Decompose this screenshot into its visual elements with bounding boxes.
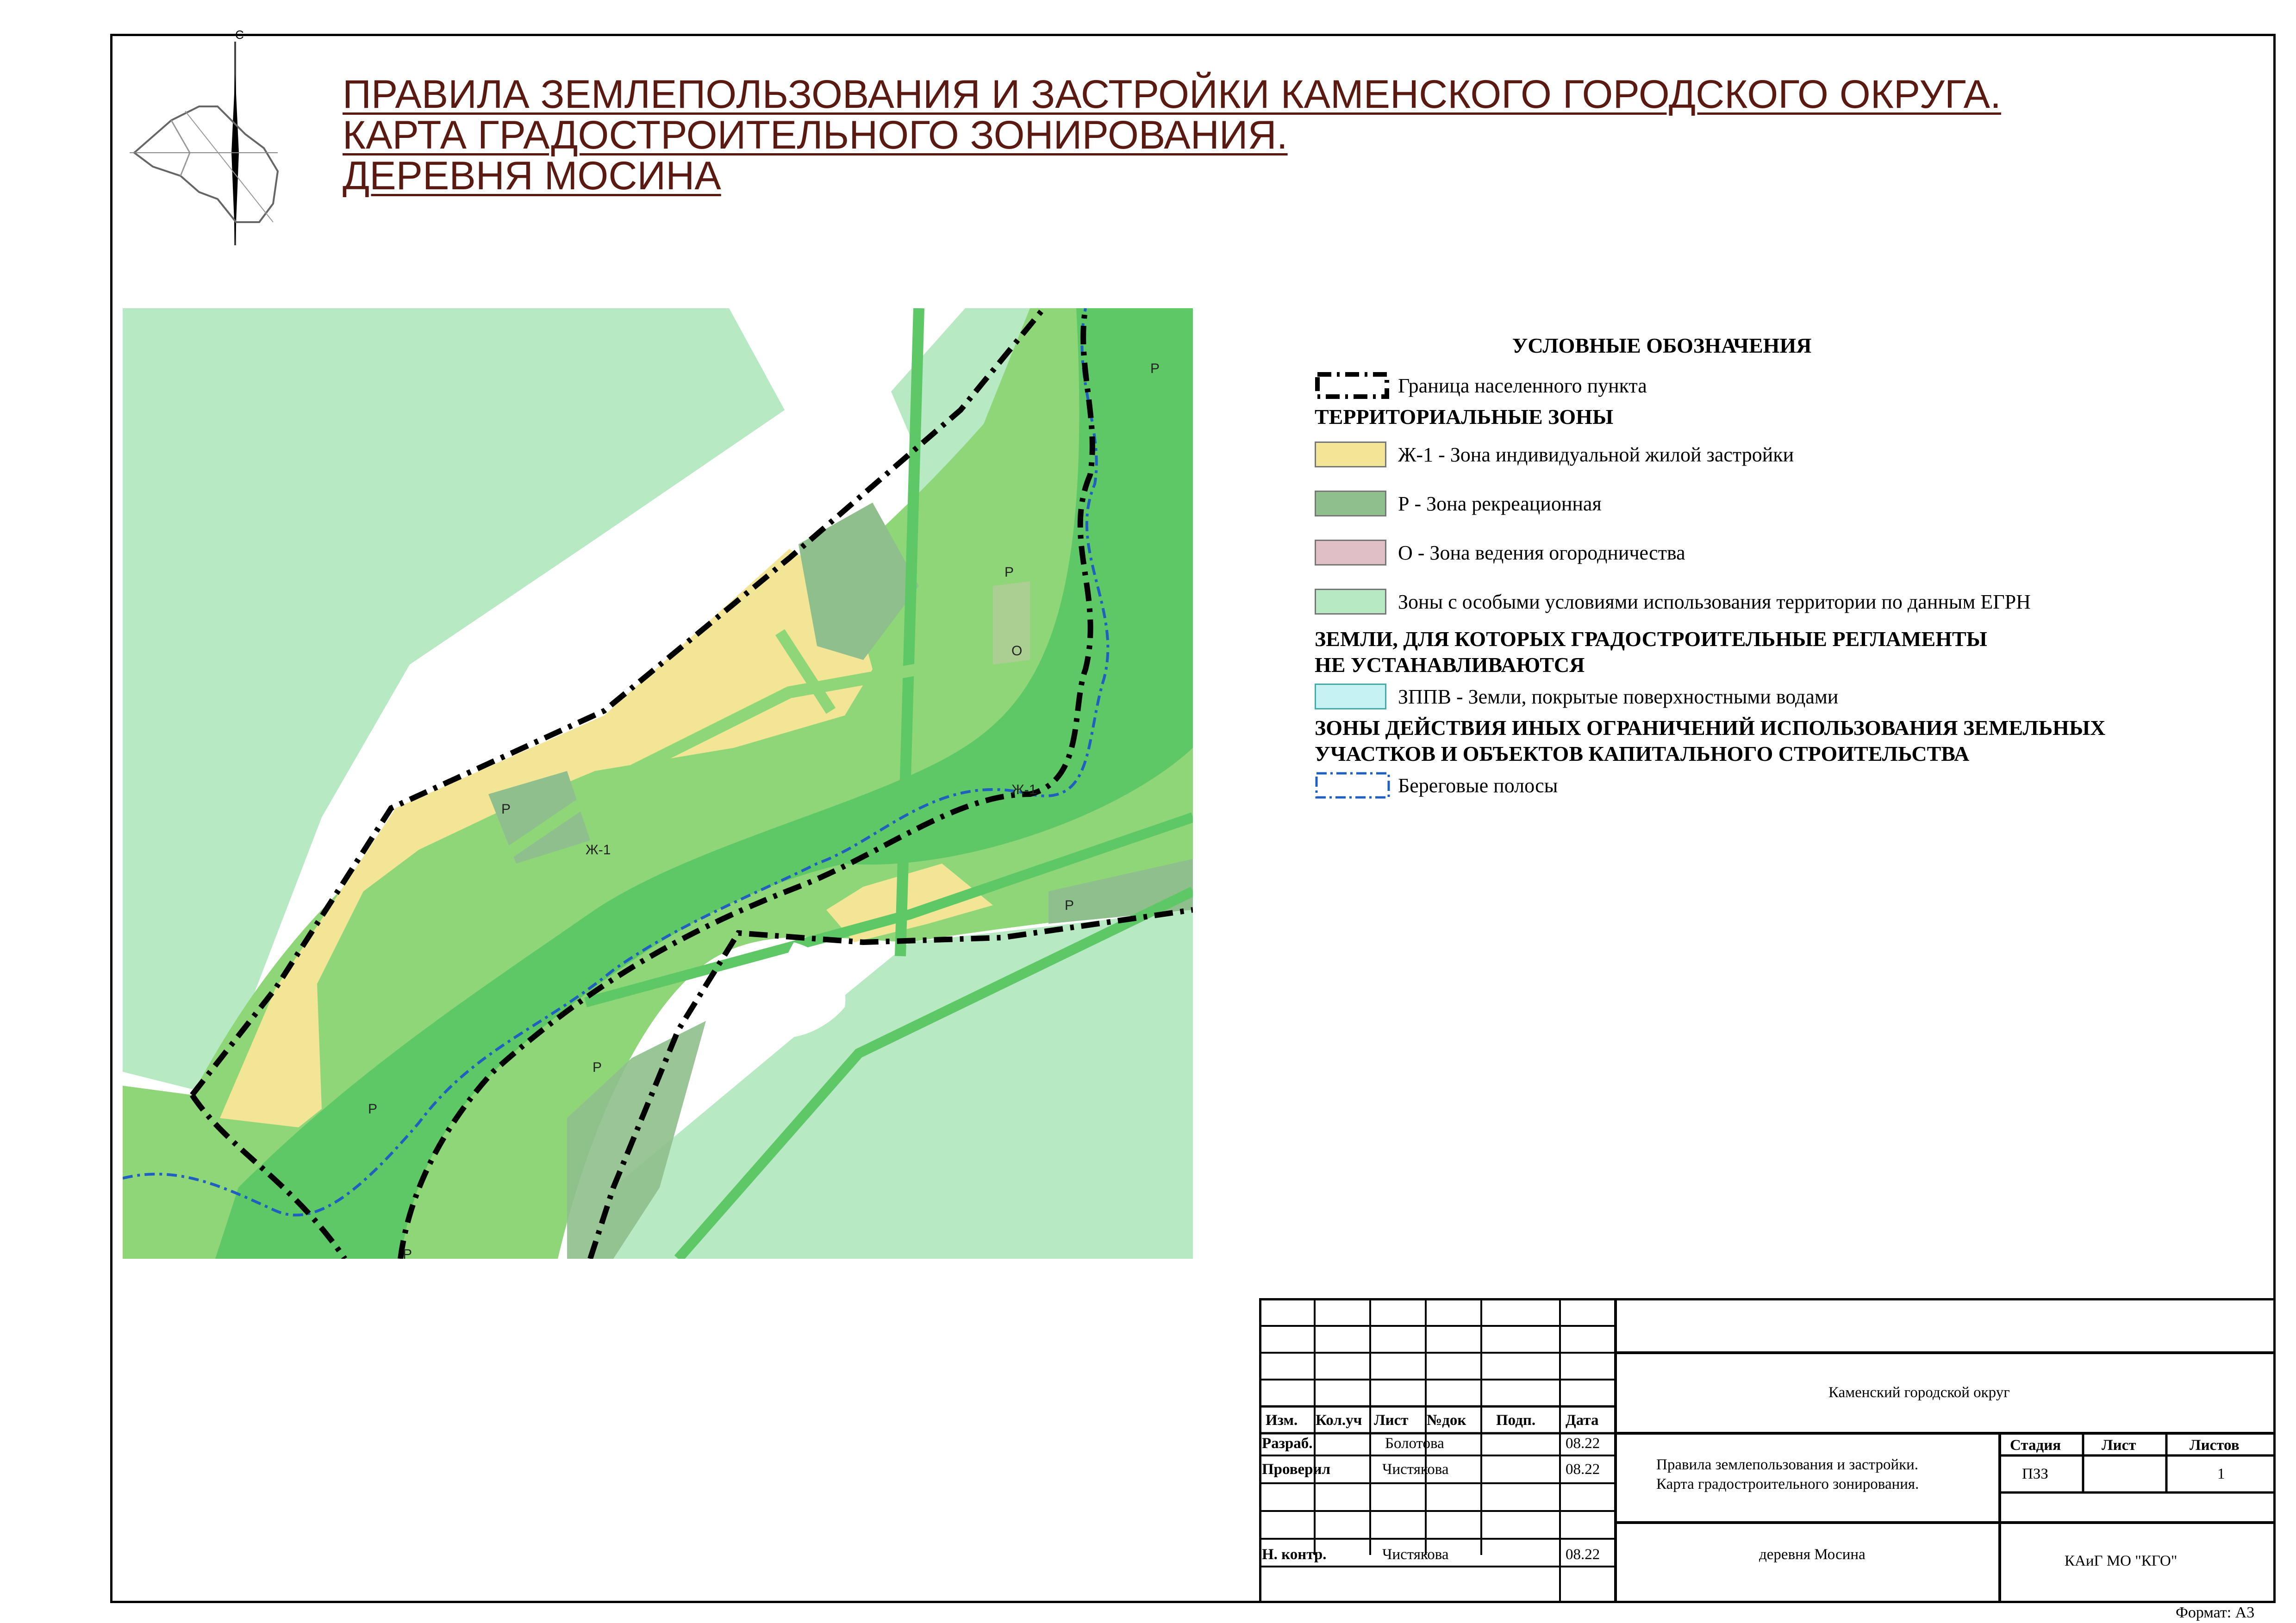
swatch-r: [1315, 491, 1386, 516]
swatch-water: [1315, 684, 1386, 709]
legend-zone-o: [1315, 528, 2240, 577]
proveril-name: Чистякова: [1382, 1461, 1449, 1478]
title-line-1: ПРАВИЛА ЗЕМЛЕПОЛЬЗОВАНИЯ И ЗАСТРОЙКИ КАМЕНСКОГО ГОРОДСКОГО ОКРУГА.: [343, 72, 2001, 117]
zoning-map: [123, 308, 1193, 1259]
legend-water: [1315, 678, 2240, 715]
nkontr-date: 08.22: [1566, 1546, 1600, 1563]
razrab-name: Болотова: [1385, 1435, 1444, 1452]
legend-boundary-row: [1315, 367, 2240, 404]
col-list: Лист: [1374, 1412, 1409, 1429]
swatch-o: [1315, 540, 1386, 566]
label-zh1-left: Ж-1: [586, 842, 611, 858]
title-block: [1259, 1298, 2276, 1603]
legend-boundary-label: Граница населенного пункта: [1398, 374, 1647, 397]
col-koluch: Кол.уч: [1316, 1412, 1362, 1429]
legend-territorial-title: ТЕРРИТОРИАЛЬНЫЕ ЗОНЫ: [1315, 405, 1614, 429]
format-label: Формат: А3: [2176, 1604, 2255, 1621]
title-line-3: ДЕРЕВНЯ МОСИНА: [343, 154, 721, 198]
sheets-value: 1: [2217, 1466, 2225, 1482]
swatch-zh1: [1315, 442, 1386, 467]
legend-restrictions-title-1: ЗОНЫ ДЕЙСТВИЯ ИНЫХ ОГРАНИЧЕНИЙ ИСПОЛЬЗОВАНИЯ ЗЕМЕЛЬНЫХ: [1315, 716, 2106, 740]
legend-zone-zh1: [1315, 430, 2240, 479]
legend-zone-special: [1315, 577, 2240, 626]
legend-zone-r-label: Р - Зона рекреационная: [1398, 492, 1602, 515]
title-line-2: КАРТА ГРАДОСТРОИТЕЛЬНОГО ЗОНИРОВАНИЯ.: [343, 113, 1288, 157]
razrab-date: 08.22: [1566, 1435, 1600, 1452]
sheet-label: Лист: [2102, 1437, 2136, 1454]
nkontr-name: Чистякова: [1382, 1546, 1449, 1563]
label-o-zone: О: [1011, 643, 1023, 659]
label-zh1-right: Ж-1: [1011, 782, 1037, 797]
stage-value: ПЗЗ: [2022, 1466, 2048, 1482]
col-podp: Подп.: [1496, 1412, 1536, 1429]
org-short: КАиГ МО "КГО": [2065, 1553, 2177, 1569]
legend-shore: [1315, 767, 2240, 804]
boundary-symbol-icon: [1315, 372, 1391, 399]
proveril-date: 08.22: [1566, 1461, 1600, 1478]
swatch-special: [1315, 589, 1386, 615]
organization: Каменский городской округ: [1828, 1384, 2010, 1401]
legend-zone-r: [1315, 479, 2240, 528]
legend-shore-label: Береговые полосы: [1398, 774, 1558, 797]
legend-zone-special-label: Зоны с особыми условиями использования территории по данным ЕГРН: [1398, 590, 2031, 613]
legend-zone-o-label: О - Зона ведения огородничества: [1398, 541, 1685, 564]
doc-title-line-1: Правила землепользования и застройки.: [1656, 1456, 1919, 1473]
label-r-right-lower: Р: [1065, 898, 1074, 913]
label-r-bottom-left: Р: [368, 1101, 378, 1117]
legend-lands-title-1: ЗЕМЛИ, ДЛЯ КОТОРЫХ ГРАДОСТРОИТЕЛЬНЫЕ РЕГЛАМЕНТЫ: [1315, 627, 1987, 651]
doc-title-line-2: Карта градостроительного зонирования.: [1656, 1476, 1919, 1492]
legend: [1315, 333, 2240, 804]
label-r-center: Р: [593, 1060, 602, 1075]
nkontr-label: Н. контр.: [1262, 1546, 1327, 1563]
legend-water-label: ЗППВ - Земли, покрытые поверхностными водами: [1398, 685, 1839, 708]
legend-restrictions-title-2: УЧАСТКОВ И ОБЪЕКТОВ КАПИТАЛЬНОГО СТРОИТЕЛЬСТВА: [1315, 742, 1970, 765]
proveril-label: Проверил: [1262, 1461, 1331, 1478]
north-label: С: [235, 28, 244, 42]
legend-lands-title-2: НЕ УСТАНАВЛИВАЮТСЯ: [1315, 653, 1585, 677]
shore-strip-symbol-icon: [1315, 771, 1391, 799]
label-r-bottom: Р: [403, 1247, 412, 1259]
place-name: деревня Мосина: [1759, 1546, 1866, 1563]
map-title: [343, 74, 2001, 196]
razrab-label: Разраб.: [1262, 1435, 1313, 1452]
legend-zone-zh1-label: Ж-1 - Зона индивидуальной жилой застройки: [1398, 443, 1794, 466]
label-r-mid-right: Р: [1004, 565, 1014, 580]
label-r-left: Р: [501, 802, 511, 817]
sheets-label: Листов: [2190, 1437, 2240, 1454]
col-izm: Изм.: [1266, 1412, 1298, 1429]
stage-label: Стадия: [2010, 1437, 2061, 1454]
legend-heading: УСЛОВНЫЕ ОБОЗНАЧЕНИЯ: [1512, 334, 1812, 357]
col-ndok: №док: [1427, 1412, 1466, 1429]
north-arrow-icon: [125, 28, 282, 250]
col-data: Дата: [1566, 1412, 1599, 1429]
label-r-top-right: Р: [1150, 361, 1160, 376]
